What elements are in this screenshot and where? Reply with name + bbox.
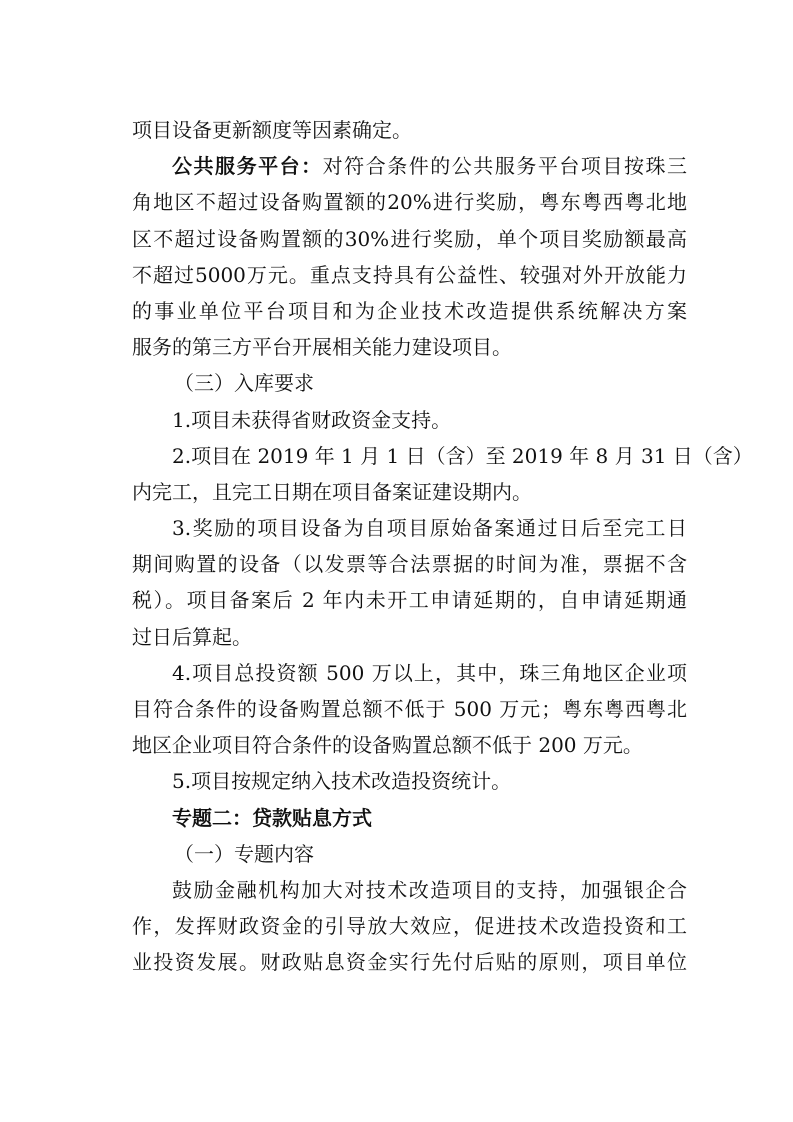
paragraph-line: 过日后算起。 [132, 624, 252, 649]
list-item: 5.项目按规定纳入技术改造投资统计。 [172, 769, 512, 794]
document-page [132, 112, 753, 981]
section-label-public-platform: 公共服务平台： [172, 154, 323, 179]
paragraph-line: 鼓励金融机构加大对技术改造项目的支持，加强银企合 [172, 877, 687, 902]
paragraph-line: 不超过5000万元。重点支持具有公益性、较强对外开放能力 [132, 262, 687, 287]
paragraph-line: 内完工，且完工日期在项目备案证建设期内。 [132, 479, 532, 504]
paragraph-line: 项目设备更新额度等因素确定。 [132, 118, 412, 142]
list-item: 2.项目在 2019 年 1 月 1 日（含）至 2019 年 8 月 31 日（含） [172, 443, 753, 468]
list-item: 3.奖励的项目设备为自项目原始备案通过日后至完工日 [172, 516, 687, 541]
paragraph-line: 的事业单位平台项目和为企业技术改造提供系统解决方案 [132, 298, 687, 323]
paragraph-line: 业投资发展。财政贴息资金实行先付后贴的原则，项目单位 [132, 950, 687, 975]
paragraph-line: 税）。项目备案后 2 年内未开工申请延期的，自申请延期通 [132, 588, 687, 613]
subsection-heading: （三）入库要求 [174, 371, 314, 396]
topic-heading: 专题二：贷款贴息方式 [172, 805, 372, 830]
paragraph-line: 服务的第三方平台开展相关能力建设项目。 [132, 335, 512, 360]
paragraph-line: 区不超过设备购置额的30%进行奖励，单个项目奖励额最高 [132, 226, 687, 251]
paragraph-line: 角地区不超过设备购置额的20%进行奖励，粤东粤西粤北地 [132, 190, 687, 215]
paragraph-line [132, 148, 687, 184]
paragraph-line: 目符合条件的设备购置总额不低于 500 万元；粤东粤西粤北 [132, 697, 687, 721]
paragraph-line: 地区企业项目符合条件的设备购置总额不低于 200 万元。 [132, 733, 643, 758]
list-item: 1.项目未获得省财政资金支持。 [172, 407, 452, 432]
paragraph-line: 期间购置的设备（以发票等合法票据的时间为准，票据不含 [132, 552, 687, 577]
list-item: 4.项目总投资额 500 万以上，其中，珠三角地区企业项 [172, 660, 687, 685]
subsection-heading: （一）专题内容 [174, 841, 314, 866]
paragraph-text: 对符合条件的公共服务平台项目按珠三 [322, 154, 688, 179]
paragraph-line: 作，发挥财政资金的引导放大效应，促进技术改造投资和工 [132, 914, 687, 939]
